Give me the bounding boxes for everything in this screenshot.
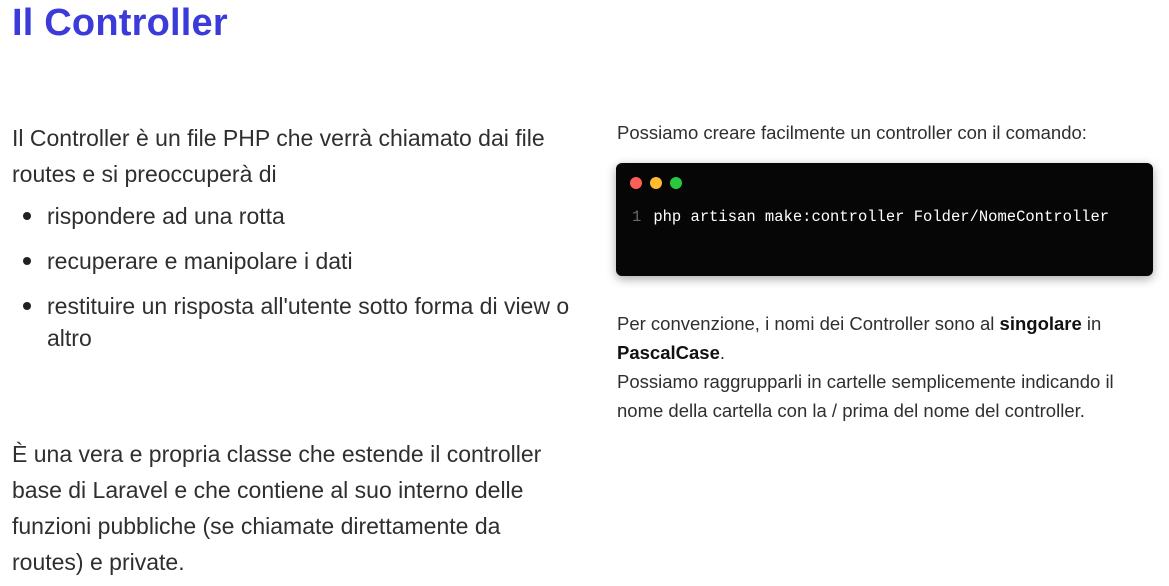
command-intro: Possiamo creare facilmente un controller con il comando: <box>617 122 1087 143</box>
code-line[interactable] <box>632 208 1109 226</box>
right-column <box>617 118 1157 148</box>
bullet-icon <box>23 302 31 310</box>
notes-text: in <box>1081 313 1102 334</box>
list-item-text: restituire un risposta all'utente sotto forma di view o altro <box>47 293 570 351</box>
list-item <box>12 245 572 277</box>
notes-bold-singolare: singolare <box>999 313 1082 334</box>
list-item <box>12 200 572 232</box>
maximize-dot-icon <box>670 177 682 189</box>
page-title: Il Controller <box>12 2 228 44</box>
outro-paragraph: È una vera e propria classe che estende il controller base di Laravel e che contiene al suo interno delle funzioni pubbliche (se chiamate direttamente da routes) e private. <box>12 441 542 575</box>
intro-paragraph: Il Controller è un file PHP che verrà chiamato dai file routes e si preoccuperà di <box>12 125 545 187</box>
window-controls <box>630 177 682 189</box>
responsibilities-list <box>12 200 572 354</box>
list-item-text: rispondere ad una rotta <box>47 203 285 229</box>
notes-bold-pascalcase: PascalCase <box>617 342 720 363</box>
list-item <box>12 290 572 354</box>
bullet-icon <box>23 257 31 265</box>
close-dot-icon <box>630 177 642 189</box>
minimize-dot-icon <box>650 177 662 189</box>
left-column <box>12 120 572 367</box>
list-item-text: recuperare e manipolare i dati <box>47 248 353 274</box>
line-number: 1 <box>632 208 642 226</box>
bullet-icon <box>23 212 31 220</box>
convention-notes <box>617 309 1162 425</box>
notes-text: . <box>719 342 726 363</box>
notes-folder-text: Possiamo raggrupparli in cartelle semplicemente indicando il nome della cartella con la / prima del nome del controller. <box>617 371 1114 421</box>
code-command[interactable]: php artisan make:controller Folder/NomeController <box>653 208 1110 226</box>
code-window <box>616 163 1153 276</box>
notes-text: Per convenzione, i nomi dei Controller sono al <box>617 313 1000 334</box>
